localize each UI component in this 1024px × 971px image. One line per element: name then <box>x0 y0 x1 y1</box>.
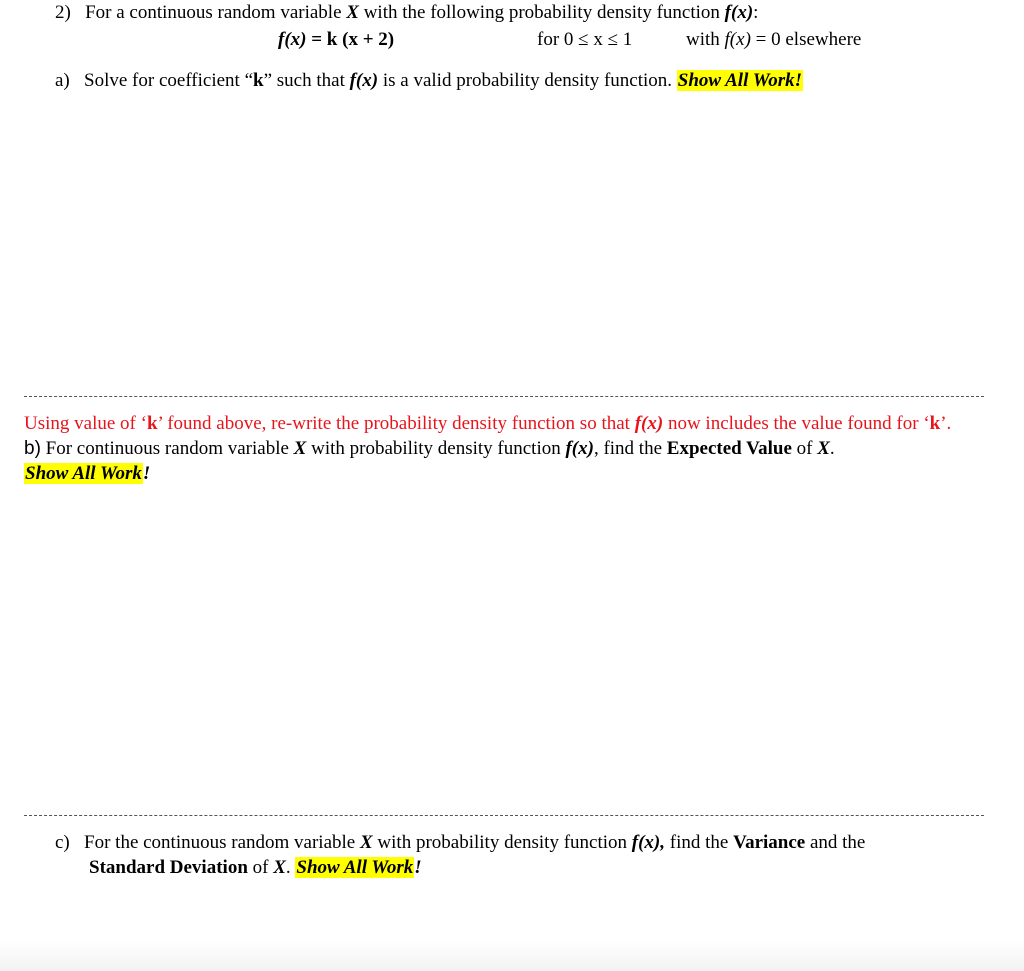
note-fx: f(x) <box>634 413 664 434</box>
rewrite-note <box>24 412 951 436</box>
random-variable: X <box>346 2 359 23</box>
part-a-label: a) <box>55 70 70 91</box>
part-c-text-1: For the continuous random variable <box>84 832 356 853</box>
part-b-label: b) <box>24 438 41 459</box>
formula-fx-2: f(x) <box>724 29 751 50</box>
part-a <box>55 69 803 93</box>
part-a-text-2: ” such that <box>263 70 345 91</box>
formula-elsewhere <box>686 28 861 52</box>
part-b-var: X <box>293 438 307 459</box>
part-b-var-2: X <box>817 438 830 459</box>
note-k: k <box>146 413 158 434</box>
note-text-2: ’ found above, re-write the probability density function so that <box>157 413 630 434</box>
part-b-show-work <box>24 462 150 486</box>
page-bottom-edge <box>0 941 1024 971</box>
note-k-2: k <box>929 413 941 434</box>
part-c-dot: . <box>285 857 291 878</box>
section-divider <box>24 396 984 397</box>
exclamation-b: ! <box>142 463 151 484</box>
coefficient-k: k <box>253 70 264 91</box>
part-c-var: X <box>359 832 373 853</box>
with-text: with <box>686 29 720 50</box>
part-b-text-4: of <box>796 438 813 459</box>
variance: Variance <box>733 832 806 853</box>
part-b-text-2: with probability density function <box>311 438 561 459</box>
part-c <box>55 831 865 855</box>
question-2-header <box>55 1 758 25</box>
elsewhere-text: = 0 elsewhere <box>755 29 862 50</box>
part-b-dot: . <box>829 438 835 459</box>
question-intro: For a continuous random variable <box>85 2 342 23</box>
standard-deviation: Standard Deviation <box>89 857 248 878</box>
question-intro-mid: with the following probability density function <box>363 2 720 23</box>
part-c-fx: f(x), <box>631 832 666 853</box>
question-number: 2) <box>55 2 71 23</box>
note-text-3: now includes the value found for ‘ <box>667 413 930 434</box>
part-c-text-3: find the <box>669 832 729 853</box>
expected-value: Expected Value <box>666 438 792 459</box>
show-all-work-highlight-b: Show All Work <box>25 463 142 484</box>
part-a-text-3: is a valid probability density function. <box>382 70 673 91</box>
formula-fx: f(x) <box>278 29 307 50</box>
part-c-var-2: X <box>273 857 286 878</box>
colon: : <box>753 2 759 23</box>
part-b-fx: f(x) <box>565 438 594 459</box>
part-c-label: c) <box>55 832 70 853</box>
exclamation-c: ! <box>414 857 422 878</box>
note-text-1: Using value of ‘ <box>24 413 147 434</box>
formula-domain: for 0 ≤ x ≤ 1 <box>537 29 633 50</box>
formula-rhs: = k (x + 2) <box>311 29 395 50</box>
note-text-4: ’. <box>940 413 952 434</box>
pdf-symbol: f(x) <box>724 2 754 23</box>
part-b-text-3: , find the <box>593 438 663 459</box>
part-c-text-2: with probability density function <box>377 832 628 853</box>
section-divider-2 <box>24 815 984 816</box>
part-b <box>24 437 835 461</box>
part-c-text-5: of <box>252 857 269 878</box>
part-a-text-1: Solve for coefficient “ <box>84 70 254 91</box>
part-c-line-2 <box>89 856 422 880</box>
pdf-formula <box>278 28 394 52</box>
show-all-work-highlight-c: Show All Work <box>296 857 414 878</box>
part-c-text-4: and the <box>809 832 866 853</box>
show-all-work-highlight: Show All Work! <box>677 70 803 91</box>
part-b-text-1: For continuous random variable <box>45 438 289 459</box>
part-a-fx: f(x) <box>349 70 379 91</box>
